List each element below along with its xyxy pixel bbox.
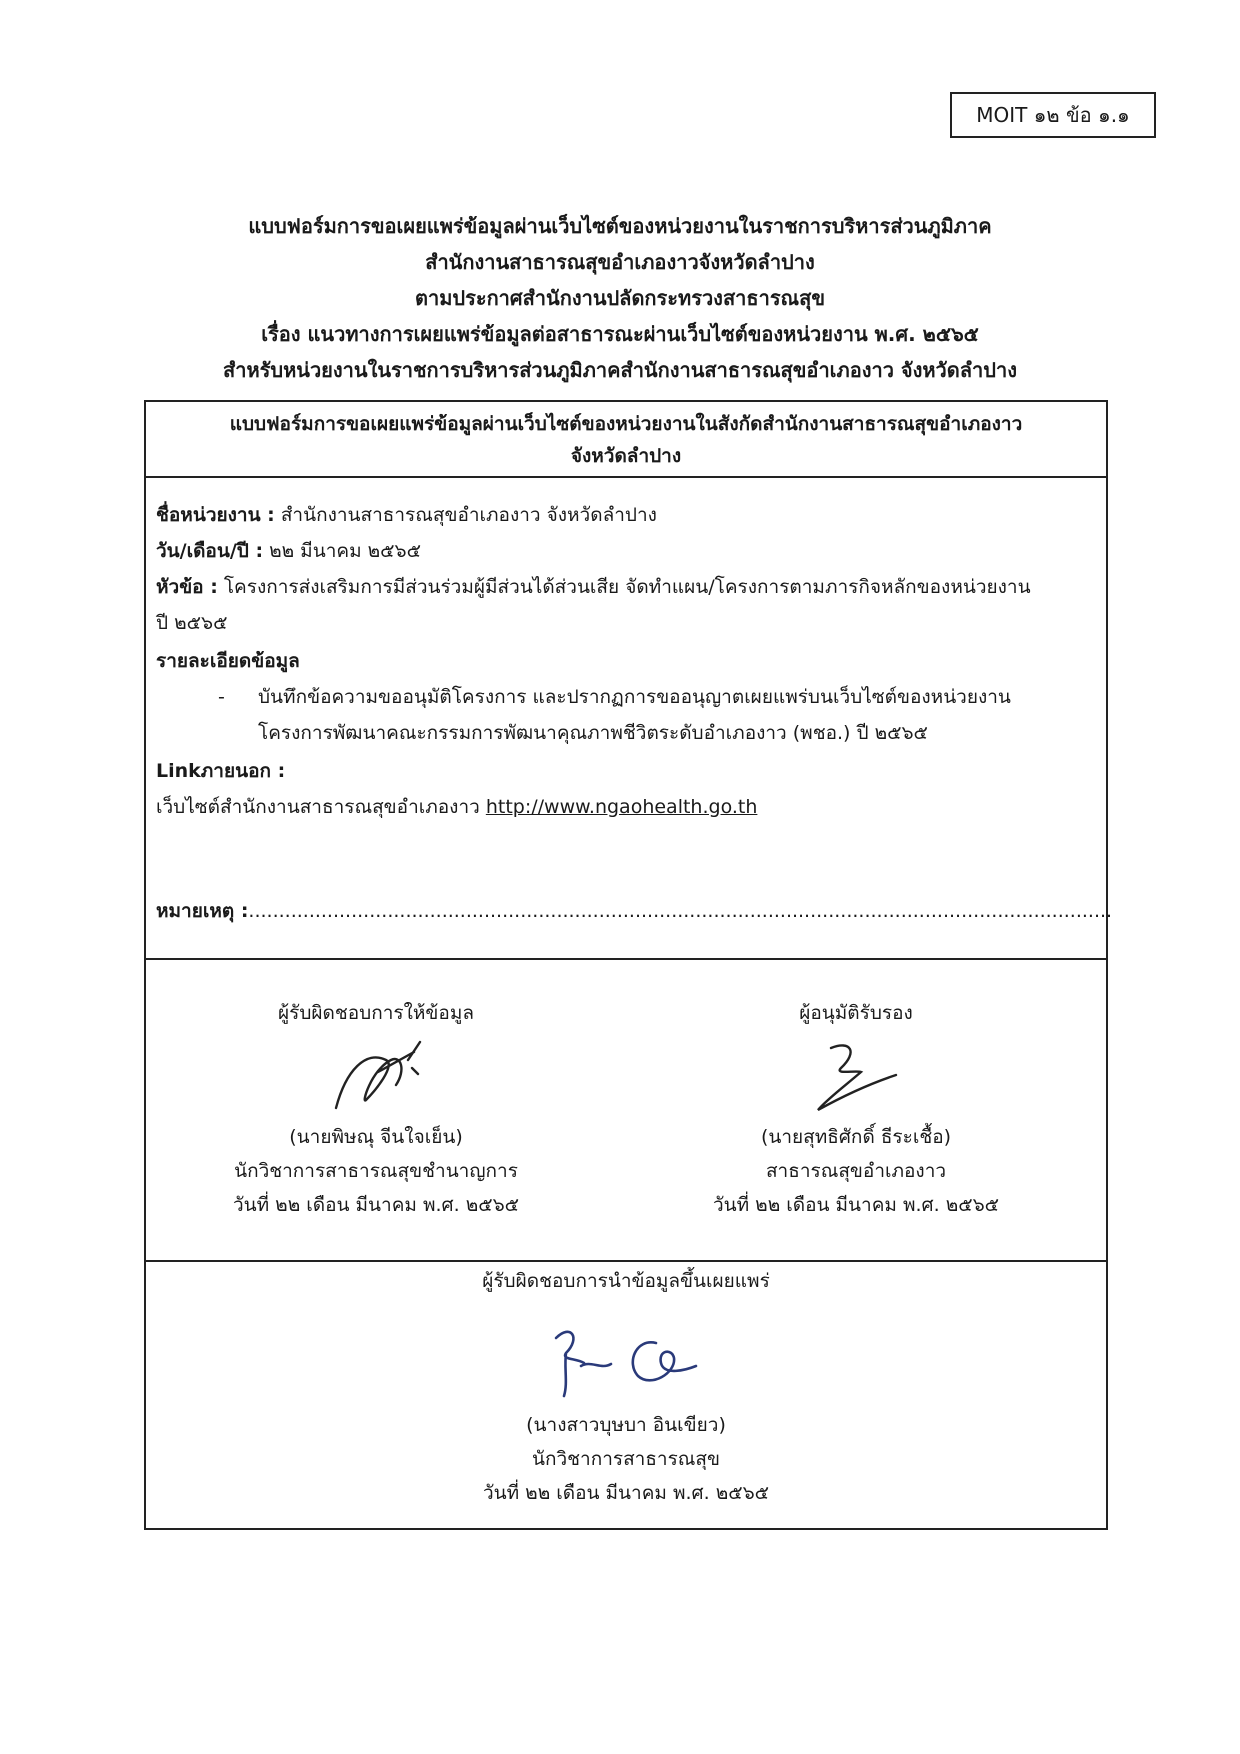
signatory-right-name: (นายสุทธิศักดิ์ ธีระเชื้อ)	[760, 1126, 952, 1148]
signature-publisher-image	[526, 1308, 726, 1408]
publisher-signatory	[146, 1264, 1106, 1510]
signatory-right-position: สาธารณสุขอำเภองาว	[765, 1160, 947, 1182]
signature-left-image	[316, 1030, 436, 1120]
agency-value: สำนักงานสาธารณสุขอำเภองาว จังหวัดลำปาง	[274, 504, 657, 526]
signatory-right-date: วันที่ ๒๒ เดือน มีนาคม พ.ศ. ๒๕๖๕	[712, 1194, 1000, 1216]
topic-year: ปี ๒๕๖๕	[156, 612, 228, 634]
detail-line-2: โครงการพัฒนาคณะกรรมการพัฒนาคุณภาพชีวิตระดับอำเภองาว (พชอ.) ปี ๒๕๖๕	[258, 722, 928, 744]
signature-right-image	[796, 1030, 916, 1120]
heading-line-3: ตามประกาศสำนักงานปลัดกระทรวงสาธารณสุข	[414, 286, 825, 310]
detail-line-1: บันทึกข้อความขออนุมัติโครงการ และปรากฏการขออนุญาตเผยแพร่บนเว็บไซต์ของหน่วยงาน	[258, 686, 1011, 708]
signatory-left-date: วันที่ ๒๒ เดือน มีนาคม พ.ศ. ๒๕๖๕	[232, 1194, 520, 1216]
date-value: ๒๒ มีนาคม ๒๕๖๕	[263, 540, 421, 562]
publisher-name: (นางสาวบุษบา อินเขียว)	[526, 1414, 726, 1436]
document-reference-code: MOIT ๑๒ ข้อ ๑.๑	[950, 92, 1156, 138]
agency-row	[156, 498, 657, 532]
form-title-line-2: จังหวัดลำปาง	[570, 445, 682, 467]
signatory-left-position: นักวิชาการสาธารณสุขชำนาญการ	[234, 1160, 518, 1182]
remark-dots: ...............................................................................................................................................	[248, 900, 1113, 922]
form-title	[146, 402, 1106, 478]
publisher-date: วันที่ ๒๒ เดือน มีนาคม พ.ศ. ๒๕๖๕	[482, 1482, 770, 1504]
publisher-position: นักวิชาการสาธารณสุข	[531, 1448, 721, 1470]
website-row	[156, 790, 757, 824]
date-row	[156, 534, 421, 568]
detail-label: รายละเอียดข้อมูล	[156, 650, 300, 672]
request-form	[144, 400, 1113, 1530]
publisher-section	[146, 1262, 1106, 1528]
remark-label: หมายเหตุ :	[156, 900, 249, 922]
approval-signatures-section	[146, 960, 1106, 1262]
date-label: วัน/เดือน/ปี :	[156, 540, 264, 562]
topic-row	[156, 570, 1031, 604]
signatory-left-role: ผู้รับผิดชอบการให้ข้อมูล	[278, 1002, 474, 1024]
agency-label: ชื่อหน่วยงาน :	[156, 504, 275, 526]
remark-row	[156, 894, 1112, 928]
detail-bullet: -	[218, 686, 225, 708]
signatory-left-name: (นายพิษณุ จีนใจเย็น)	[289, 1126, 463, 1148]
publisher-role: ผู้รับผิดชอบการนำข้อมูลขึ้นเผยแพร่	[482, 1270, 770, 1292]
heading-line-5: สำหรับหน่วยงานในราชการบริหารส่วนภูมิภาคสำนักงานสาธารณสุขอำเภองาว จังหวัดลำปาง	[223, 358, 1017, 382]
website-prefix: เว็บไซต์สำนักงานสาธารณสุขอำเภองาว	[156, 796, 486, 818]
heading-line-1: แบบฟอร์มการขอเผยแพร่ข้อมูลผ่านเว็บไซต์ของหน่วยงานในราชการบริหารส่วนภูมิภาค	[248, 214, 992, 238]
topic-value: โครงการส่งเสริมการมีส่วนร่วมผู้มีส่วนได้ส่วนเสีย จัดทำแผน/โครงการตามภารกิจหลักของหน่วยงาน	[217, 576, 1031, 598]
heading-line-4: เรื่อง แนวทางการเผยแพร่ข้อมูลต่อสาธารณะผ่านเว็บไซต์ของหน่วยงาน พ.ศ. ๒๕๖๕	[261, 322, 979, 346]
signatory-left	[186, 996, 566, 1222]
topic-label: หัวข้อ :	[156, 576, 218, 598]
form-details-section	[146, 478, 1113, 960]
heading-line-2: สำนักงานสาธารณสุขอำเภองาวจังหวัดลำปาง	[425, 250, 815, 274]
signatory-right	[646, 996, 1066, 1222]
external-link-label: Linkภายนอก :	[156, 760, 286, 782]
signatory-right-role: ผู้อนุมัติรับรอง	[799, 1002, 913, 1024]
website-link[interactable]: http://www.ngaohealth.go.th	[485, 796, 758, 818]
form-title-line-1: แบบฟอร์มการขอเผยแพร่ข้อมูลผ่านเว็บไซต์ของหน่วยงานในสังกัดสำนักงานสาธารณสุขอำเภองาว	[229, 413, 1023, 435]
